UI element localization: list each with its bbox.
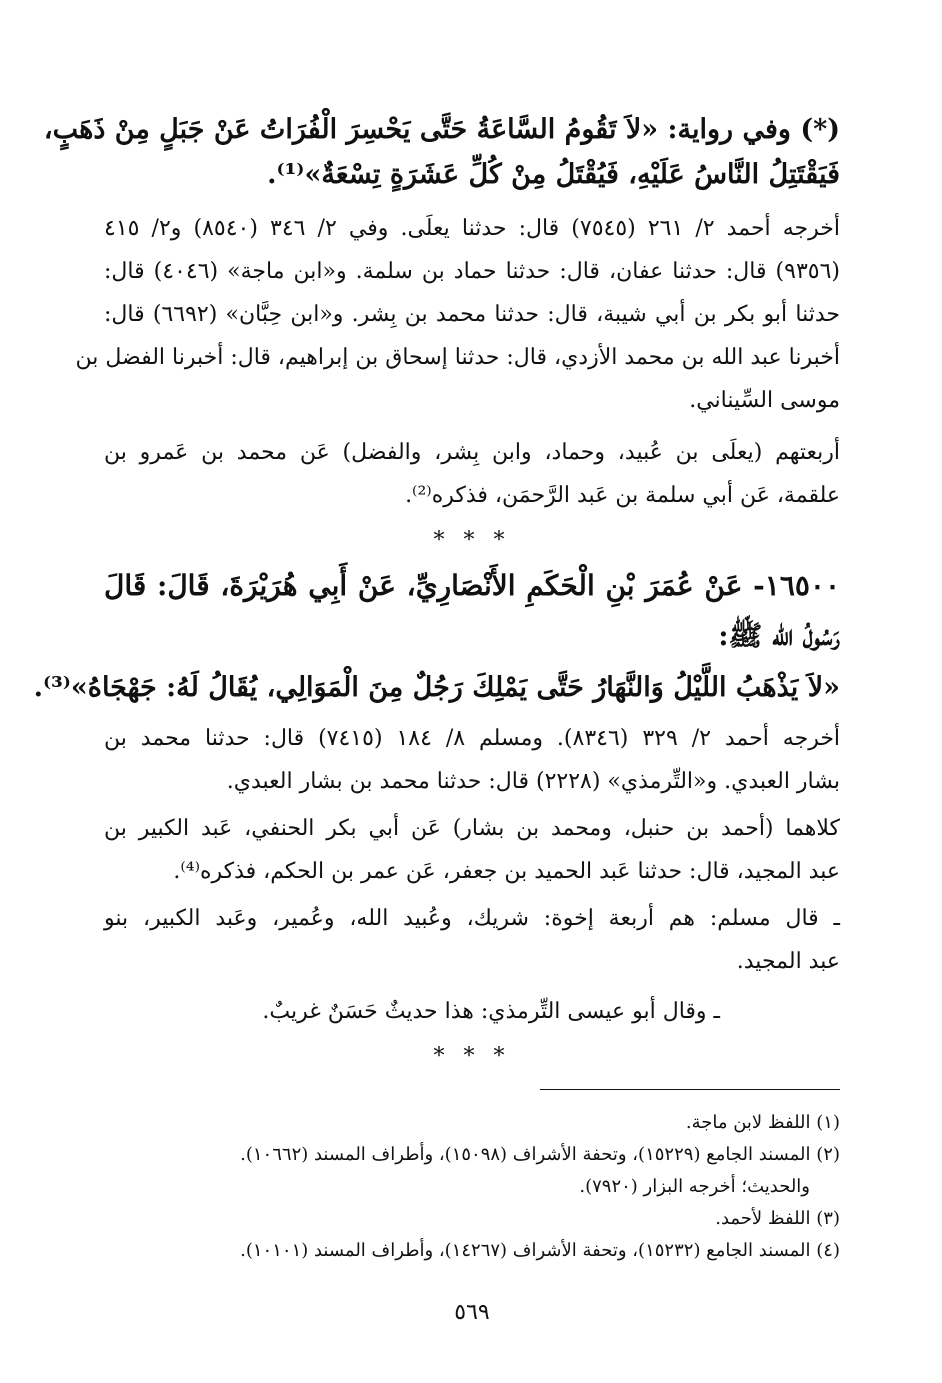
note-line: ـ قال مسلم: هم أربعة إخوة: شريك، وعُبيد الله، وعُمير، وعَبد الكبير، بنو <box>104 906 840 931</box>
hadith-line: (*) وفي رواية: «لاَ تَقُومُ السَّاعَةُ حَتَّى يَحْسِرَ الْفُرَاتُ عَنْ جَبَلٍ مِنْ ذَهَبٍ، <box>43 114 840 145</box>
source-line: أربعتهم (يعلَى بن عُبيد، وحماد، وابن بِشر، والفضل) عَن محمد بن عَمرو بن <box>104 440 840 465</box>
footnote: والحديث؛ أخرجه البزار (٧٩٢٠). <box>579 1176 810 1197</box>
page-body <box>33 104 841 1344</box>
hadith-header: رَسُولُ الله ﷺ: <box>718 619 840 652</box>
note-line: ـ وقال أبو عيسى التِّرمذي: هذا حديثٌ حَسَنٌ غريبٌ. <box>262 999 720 1024</box>
hadith-header: ١٦٥٠٠- عَنْ عُمَرَ بْنِ الْحَكَمِ الأَنْصَارِيِّ، عَنْ أَبِي هُرَيْرَةَ، قَالَ: قَالَ <box>104 569 840 602</box>
footnote-rule <box>540 1089 840 1090</box>
section-separator: * * * <box>433 1044 511 1069</box>
source-line: أخبرنا عبد الله بن محمد الأزدي، قال: حدثنا إسحاق بن إبراهيم، قال: أخبرنا الفضل بن <box>75 345 840 370</box>
source-line: علقمة، عَن أبي سلمة بن عَبد الرَّحمَن، فذكره⁽²⁾. <box>405 483 840 508</box>
hadith-text: «لاَ يَذْهَبُ اللَّيْلُ وَالنَّهَارُ حَتَّى يَمْلِكَ رَجُلٌ مِنَ الْمَوَالِي، يُقَالُ لَهُ: جَهْجَاهُ»⁽³⁾. <box>33 672 840 703</box>
hadith-line: فَيَقْتَتِلُ النَّاسُ عَلَيْهِ، فَيُقْتَلُ مِنْ كُلِّ عَشَرَةٍ تِسْعَةٌ»⁽¹⁾. <box>267 159 840 190</box>
source-line: أخرجه أحمد ٢/ ٣٢٩ (٨٣٤٦). ومسلم ٨/ ١٨٤ (٧٤١٥) قال: حدثنا محمد بن <box>104 726 841 751</box>
source-line: حدثنا أبو بكر بن أبي شيبة، قال: حدثنا محمد بن بِشر. و«ابن حِبَّان» (٦٦٩٢) قال: <box>104 302 840 327</box>
source-line: بشار العبدي. و«التِّرمذي» (٢٢٢٨) قال: حدثنا محمد بن بشار العبدي. <box>226 769 840 794</box>
footnote: (٤) المسند الجامع (١٥٢٣٢)، وتحفة الأشراف (١٤٢٦٧)، وأطراف المسند (١٠١٠١). <box>240 1240 840 1261</box>
source-line: كلاهما (أحمد بن حنبل، ومحمد بن بشار) عَن أبي بكر الحنفي، عَبد الكبير بن <box>104 816 840 841</box>
source-line: موسى السِّيناني. <box>689 388 840 413</box>
source-line: عبد المجيد، قال: حدثنا عَبد الحميد بن جعفر، عَن عمر بن الحكم، فذكره⁽⁴⁾. <box>173 859 840 884</box>
source-line: (٩٣٥٦) قال: حدثنا عفان، قال: حدثنا حماد بن سلمة. و«ابن ماجة» (٤٠٤٦) قال: <box>104 259 840 284</box>
page-number: ٥٦٩ <box>454 1300 490 1325</box>
footnote: (٢) المسند الجامع (١٥٢٢٩)، وتحفة الأشراف (١٥٠٩٨)، وأطراف المسند (١٠٦٦٢). <box>240 1144 840 1165</box>
source-line: أخرجه أحمد ٢/ ٢٦١ (٧٥٤٥) قال: حدثنا يعلَى. وفي ٢/ ٣٤٦ (٨٥٤٠) و٢/ ٤١٥ <box>104 216 840 241</box>
section-separator: * * * <box>433 528 511 553</box>
footnote: (٣) اللفظ لأحمد. <box>715 1208 840 1229</box>
footnote: (١) اللفظ لابن ماجة. <box>685 1112 840 1133</box>
note-line: عبد المجيد. <box>736 949 840 974</box>
